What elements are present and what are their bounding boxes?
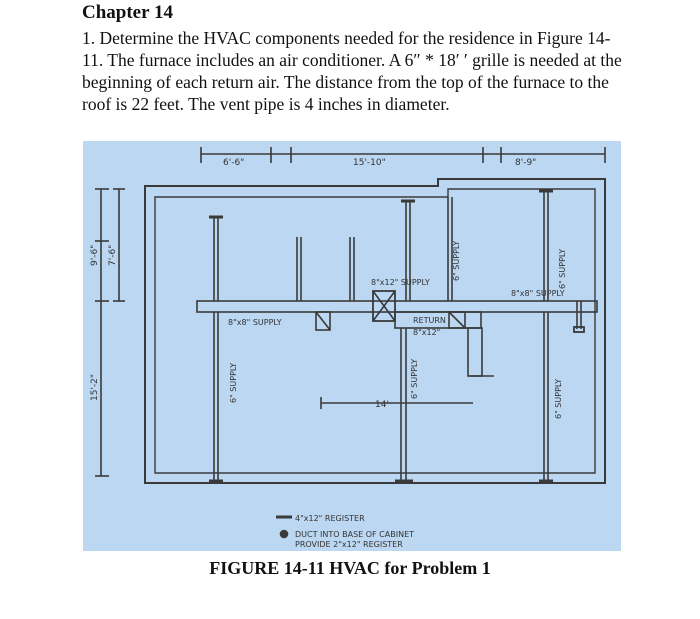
legend-duct-line1: DUCT INTO BASE OF CABINET [295,530,415,539]
legend-register: 4"x12" REGISTER [295,514,365,523]
problem-text: 1. Determine the HVAC components needed for the residence in Figure 14-11. The furnace includes an air conditioner. A 6″ * 18′ ′ grille is needed at the beginning of each return air. The distance from the top of the furnace to the roof is 22 feet. The vent pipe is 4 inches in diameter. [82,28,622,114]
hvac-drawing [83,141,621,551]
label-supply-8x8-right: 8"x8" SUPPLY [511,289,565,298]
dim-top-mid: 15'-10" [353,158,386,168]
dim-run: 14' [375,400,389,410]
legend-duct-line2: PROVIDE 2"x12" REGISTER [295,540,403,549]
label-supply-6-left: 6" SUPPLY [229,362,238,403]
chapter-title: Chapter 14 [82,2,173,23]
dim-left-2: 7'-6" [108,244,118,266]
dim-left-3: 15'-2" [90,373,100,401]
label-supply-6-right-bottom: 6" SUPPLY [554,378,563,419]
label-supply-6-top: 6" SUPPLY [452,240,461,281]
label-supply-8x8-left: 8"x8" SUPPLY [228,318,282,327]
label-supply-6-right-top: 6" SUPPLY [558,248,567,289]
label-supply-8x12: 8"x12" SUPPLY [371,278,430,287]
hvac-figure [83,141,621,551]
main-trunk-duct [197,301,597,312]
label-supply-6-mid: 6" SUPPLY [410,358,419,399]
dim-top-right: 8'-9" [515,158,537,168]
figure-caption: FIGURE 14-11 HVAC for Problem 1 [209,558,491,578]
dim-left-1: 9'-6" [90,244,100,266]
duct-symbol-icon [281,531,288,538]
dim-top-left: 6'-6" [223,158,245,168]
label-return-size: 8"x12" [413,328,441,337]
label-return: RETURN [413,316,446,325]
